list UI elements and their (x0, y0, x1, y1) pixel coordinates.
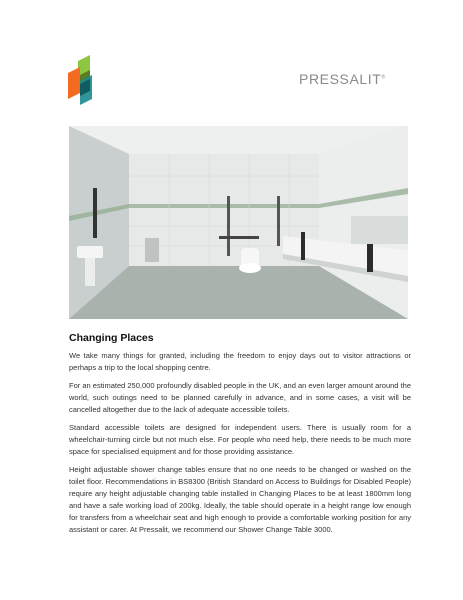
brand-wordmark (299, 71, 386, 87)
paragraph-3: Standard accessible toilets are designed for independent users. There is usually room for a wheelchair-turning circle but not much else. For people who need help, there needs to be much more space for specialised equipment and for those providing assistance. (69, 423, 411, 456)
article-body (69, 350, 411, 542)
paragraph-4: Height adjustable shower change tables ensure that no one needs to be changed or washed on the toilet floor. Recommendations in BS8300 (British Standard on Access to Buildings for Disabled People) require any height adjustable changing table installed in Changing Places to be at least 1800mm long and have a safe working load of 200kg. Ideally, the table should operate in a height range low enough for transfers from a wheelchair seat and high enough to provide a comfortable working position for any assistant or carer. At Pressalit, we recommend our Shower Change Table 3000. (69, 465, 411, 534)
pressalit-logo-icon (68, 53, 98, 105)
bathroom-photo (69, 126, 408, 319)
trademark-symbol: ® (381, 74, 386, 81)
paragraph-2: For an estimated 250,000 profoundly disabled people in the UK, and an even larger amount around the world, such outings need to be planned carefully in advance, and in some cases, a visit will be cancelled altogether due to the lack of adequate accessible toilets. (69, 381, 411, 414)
article-title: Changing Places (69, 332, 154, 344)
brand-name: PRESSALIT (299, 71, 382, 87)
bathroom-illustration (69, 126, 408, 319)
paragraph-1: We take many things for granted, including the freedom to enjoy days out to visitor attractions or perhaps a trip to the local shopping centre. (69, 351, 411, 372)
